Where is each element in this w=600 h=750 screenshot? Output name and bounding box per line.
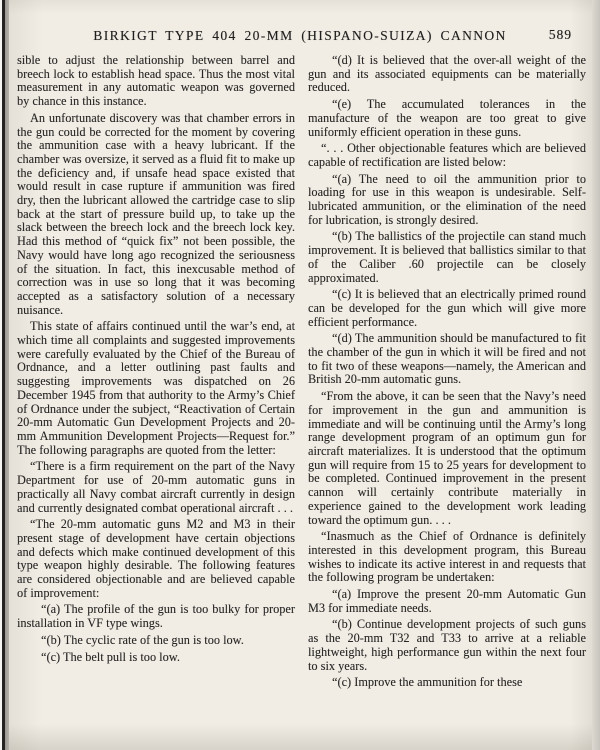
paragraph: “(d) The ammunition should be manufactured to fit the chamber of the gun in which it will be fired and not to fit two of these weapons—namely, the American and British 20-mm automatic guns. bbox=[308, 331, 586, 387]
paragraph: “(a) The need to oil the ammunition prior to loading for use in this weapon is undesirable. Self-lubricated ammunition, or the elimination of the need for lubrication, is strongly desired. bbox=[308, 171, 586, 227]
page-number: 589 bbox=[548, 27, 572, 42]
paragraph: “(b) Continue development projects of such guns as the 20-mm T32 and T33 to arrive at a reliable lightweight, high performance gun within the next four to six years. bbox=[308, 617, 586, 673]
paragraph: “(b) The cyclic rate of the gun is too low. bbox=[41, 632, 244, 647]
paragraph: This state of affairs continued until the war’s end, at which time all complaints and suggested improvements were carefully evaluated by the Chief of the Bureau of Ordnance, and a letter outlining past faults and suggesting improvements was dispatched on 26 December 1945 from that authority to the Army’s Chief of Ordnance under the subject, “Reactivation of Certain 20-mm Automatic Gun Development Projects and 20-mm Ammunition Development Projects—Request for.” The following paragraphs are quoted from the letter: bbox=[17, 319, 295, 457]
paragraph: “(c) The belt pull is too low. bbox=[41, 649, 180, 664]
paragraph: “(a) Improve the present 20-mm Automatic Gun M3 for immediate needs. bbox=[308, 587, 586, 615]
scan-binding-edge bbox=[0, 0, 9, 750]
page-header bbox=[16, 27, 584, 45]
paragraph: “The 20-mm automatic guns M2 and M3 in their present stage of development have certain objections and defects which make continued development of this type weapon highly desirable. The following features are considered objectionable and are believed capable of improvement: bbox=[17, 517, 295, 600]
paragraph: “(c) It is believed that an electrically primed round can be developed for the gun which will give more efficient performance. bbox=[308, 287, 586, 329]
paragraph: An unfortunate discovery was that chamber errors in the gun could be corrected for the moment by covering the ammunition case with a heavy lubricant. If the chamber was oversize, it served as a fluid fit to make up the deficiency and, if unsafe head space existed that would result in case rupture if ammunition was fired dry, then the lubricant allowed the cartridge case to slip back at the start of pressure build up, to take up the slack between the breech lock and the breech lock key. Had this method of “quick fix” not been possible, the Navy would have long ago recognized the seriousness of the situation. In fact, this inexcusable method of correction was in use so long that it was becoming accepted as a satisfactory solution of a necessary nuisance. bbox=[17, 110, 295, 317]
paragraph: “From the above, it can be seen that the Navy’s need for improvement in the gun and ammunition is immediate and will be continuing until the Army’s long range development program of an optimum gun for aircraft materializes. It is understood that the optimum gun will require from 15 to 25 years for development to be completed. Continued improvement in the present cannon will certainly contribute materially in experience gained to the development work leading toward the optimum gun. . . . bbox=[308, 389, 586, 527]
left-column bbox=[17, 54, 295, 693]
paragraph: “. . . Other objectionable features which are believed capable of rectification are listed below: bbox=[308, 141, 586, 169]
paragraph: “There is a firm requirement on the part of the Navy Department for use of 20-mm automatic guns in practically all Navy combat aircraft currently in design and currently designated combat operational aircraft . . . bbox=[17, 459, 295, 515]
scan-right-edge bbox=[592, 0, 600, 750]
text-columns bbox=[17, 54, 586, 693]
running-head-title: BIRKIGT TYPE 404 20-MM (HISPANO-SUIZA) CANNON bbox=[93, 28, 507, 43]
right-column bbox=[308, 54, 586, 693]
paragraph: “(a) The profile of the gun is too bulky for proper installation in VF type wings. bbox=[17, 602, 295, 631]
paragraph: “Inasmuch as the Chief of Ordnance is definitely interested in this development program, this Bureau wishes to indicate its active interest in and requests that the following program be undertaken: bbox=[308, 529, 586, 585]
paragraph: “(b) The ballistics of the projectile can stand much improvement. It is believed that ballistics similar to that of the Caliber .60 projectile can be closely approximated. bbox=[308, 229, 586, 285]
paragraph: sible to adjust the relationship between barrel and breech lock to establish head space. Thus the most vital measurement in any automatic weapon was governed by chance in this instance. bbox=[17, 53, 295, 109]
paragraph: “(c) Improve the ammunition for these bbox=[332, 675, 523, 690]
paragraph: “(d) It is believed that the over-all weight of the gun and its associated equipments can be materially reduced. bbox=[308, 53, 586, 95]
paragraph: “(e) The accumulated tolerances in the manufacture of the weapon are too great to give uniformly efficient operation in these guns. bbox=[308, 97, 586, 139]
